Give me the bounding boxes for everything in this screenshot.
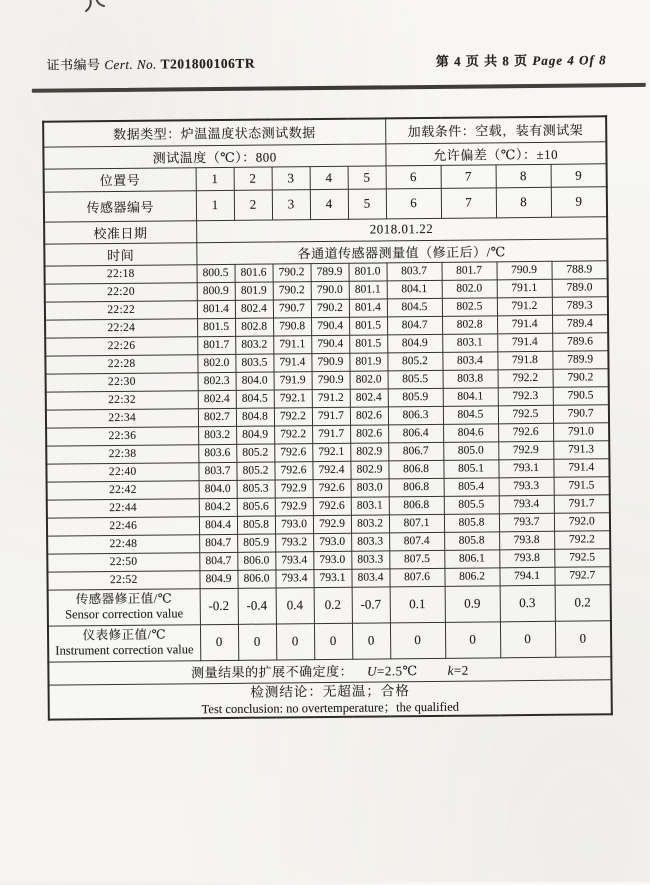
measurement-value-cell: 793.0: [275, 515, 313, 533]
load-condition-cell: 加载条件：空载，装有测试架: [385, 116, 606, 143]
measurement-time-cell: 22:52: [47, 570, 199, 589]
measurement-value-cell: 800.5: [196, 264, 234, 282]
page-info-zh: 第 4 页 共 8 页: [435, 53, 529, 69]
measurement-value-cell: 790.2: [272, 263, 310, 281]
measurement-value-cell: 789.0: [552, 278, 608, 297]
measurement-value-cell: 793.7: [499, 513, 554, 532]
measurement-value-cell: 805.8: [444, 531, 499, 550]
measurement-value-cell: 793.0: [313, 551, 351, 569]
measurement-value-cell: 804.1: [443, 387, 498, 406]
measurement-value-cell: 792.6: [274, 443, 312, 461]
measurement-value-cell: 801.5: [349, 316, 387, 334]
measurement-value-cell: 804.5: [236, 389, 274, 407]
sensor-correction-label: [48, 588, 200, 625]
measurement-value-cell: 805.8: [237, 515, 275, 533]
uncertainty-k-value: =2: [453, 662, 469, 678]
measurement-value-cell: 791.2: [497, 297, 552, 316]
measurement-value-cell: 793.1: [498, 459, 553, 478]
measurement-value-cell: 791.8: [497, 351, 552, 370]
measurement-value-cell: 791.7: [312, 425, 350, 443]
conclusion-row: [49, 679, 612, 720]
measurement-value-cell: 802.0: [197, 354, 235, 372]
measurement-value-cell: 805.9: [237, 533, 275, 551]
measurement-value-cell: 792.6: [274, 461, 312, 479]
measurement-value-cell: 792.1: [274, 389, 312, 407]
measurement-value-cell: 802.4: [198, 390, 236, 408]
measurement-value-cell: 804.9: [199, 570, 237, 588]
measurement-value-cell: 805.6: [237, 497, 275, 515]
position-number-cell: 8: [496, 164, 551, 188]
measurement-value-cell: 801.4: [197, 300, 235, 318]
instrument-correction-value: 0: [352, 622, 390, 658]
sensor-number-cell: 5: [348, 188, 386, 218]
measurement-value-cell: 802.5: [442, 297, 497, 316]
measurement-value-cell: 790.0: [311, 281, 349, 299]
instrument-correction-value: 0: [238, 623, 276, 659]
cert-label-zh: 证书编号: [46, 57, 101, 73]
conclusion-cell: [49, 679, 612, 720]
measurement-value-cell: 803.8: [443, 369, 498, 388]
measurement-value-cell: 801.1: [349, 280, 387, 298]
measurement-value-cell: 791.1: [497, 279, 552, 298]
measurement-value-cell: 806.7: [388, 442, 443, 461]
measurement-time-cell: 22:44: [47, 498, 199, 517]
instrument-correction-value: 0: [555, 620, 611, 657]
position-number-cell: 3: [272, 166, 310, 189]
sensor-correction-value: 0.3: [500, 585, 555, 622]
uncertainty-k-symbol: k: [447, 662, 454, 678]
measurement-value-cell: 803.3: [351, 550, 389, 568]
measurement-value-cell: 804.2: [199, 498, 237, 516]
measurement-value-cell: 805.0: [443, 441, 498, 460]
measurement-value-cell: 791.2: [312, 389, 350, 407]
measurement-value-cell: 791.0: [553, 422, 609, 441]
sensor-number-cell: 3: [272, 189, 310, 219]
measurement-value-cell: 804.5: [443, 405, 498, 424]
measurement-value-cell: 789.9: [552, 350, 608, 369]
instrument-correction-value: 0: [500, 621, 555, 658]
measurement-time-cell: 22:42: [47, 480, 199, 499]
sensor-correction-value: -0.4: [238, 587, 276, 623]
measurement-value-cell: 805.3: [237, 479, 275, 497]
measurement-value-cell: 790.9: [497, 261, 552, 280]
measurement-value-cell: 804.7: [199, 534, 237, 552]
instrument-correction-label-en: Instrument correction value: [55, 642, 194, 658]
measurement-value-cell: 805.5: [444, 495, 499, 514]
measurement-value-cell: 801.5: [197, 318, 235, 336]
time-label-cell: 时间: [44, 242, 196, 265]
sensor-number-cell: 2: [234, 190, 272, 220]
measurement-value-cell: 806.8: [389, 478, 444, 497]
test-temperature-cell: 测试温度（℃）：800: [43, 143, 385, 168]
measurement-value-cell: 792.9: [275, 479, 313, 497]
measurement-time-cell: 22:28: [45, 354, 197, 373]
measurement-value-cell: 806.8: [389, 496, 444, 515]
measurement-value-cell: 806.0: [237, 569, 275, 587]
allowed-deviation-cell: 允许偏差（℃）：±10: [385, 141, 606, 165]
measurement-time-cell: 22:24: [45, 318, 197, 337]
measurement-time-cell: 22:22: [45, 300, 197, 319]
measurement-value-cell: 793.8: [499, 549, 554, 568]
document-header: [46, 49, 606, 73]
measurement-value-cell: 792.6: [313, 479, 351, 497]
measurement-value-cell: 792.2: [274, 425, 312, 443]
header-divider: [32, 83, 646, 93]
measurement-value-cell: 803.1: [351, 496, 389, 514]
measurement-time-cell: 22:18: [45, 264, 197, 283]
uncertainty-u-value: =2.5℃: [376, 663, 418, 679]
uncertainty-label: 测量结果的扩展不确定度：: [191, 663, 354, 681]
measurement-value-cell: 790.2: [553, 368, 609, 387]
position-number-cell: 1: [196, 167, 234, 190]
measurement-value-cell: 790.2: [311, 299, 349, 317]
measurement-value-cell: 805.2: [236, 443, 274, 461]
measurement-value-cell: 790.9: [312, 371, 350, 389]
channels-header-cell: 各通道传感器测量值（修正后）/℃: [196, 238, 607, 264]
page-info-en: Page 4 Of 8: [532, 52, 607, 68]
measurement-value-cell: 802.9: [350, 460, 388, 478]
measurement-value-cell: 792.9: [313, 515, 351, 533]
measurement-time-cell: 22:48: [47, 534, 199, 553]
measurement-value-cell: 792.4: [312, 461, 350, 479]
measurement-value-cell: 793.0: [313, 533, 351, 551]
calibration-date-value: 2018.01.22: [196, 216, 607, 242]
measurement-time-cell: 22:32: [46, 390, 198, 409]
measurement-value-cell: 803.4: [442, 351, 497, 370]
measurement-value-cell: 805.2: [236, 461, 274, 479]
position-label-cell: 位置号: [44, 167, 196, 191]
measurement-value-cell: 790.2: [273, 281, 311, 299]
position-number-cell: 6: [386, 165, 441, 189]
sensor-correction-row: [48, 584, 611, 625]
measurement-value-cell: 803.3: [351, 532, 389, 550]
measurement-time-cell: 22:46: [47, 516, 199, 535]
instrument-correction-row: [48, 620, 611, 661]
measurement-value-cell: 805.5: [388, 370, 443, 389]
measurement-time-cell: 22:30: [46, 372, 198, 391]
measurement-value-cell: 803.7: [387, 262, 442, 281]
measurement-value-cell: 801.9: [349, 352, 387, 370]
measurement-value-cell: 806.8: [388, 460, 443, 479]
measurement-time-cell: 22:36: [46, 426, 198, 445]
measurement-time-cell: 22:50: [47, 552, 199, 571]
measurement-value-cell: 806.0: [237, 551, 275, 569]
measurement-value-cell: 792.3: [498, 387, 553, 406]
measurement-value-cell: 791.7: [312, 407, 350, 425]
measurement-value-cell: 802.0: [350, 370, 388, 388]
measurement-value-cell: 806.1: [444, 549, 499, 568]
measurement-value-cell: 801.4: [349, 298, 387, 316]
measurement-value-cell: 791.1: [273, 335, 311, 353]
measurement-value-cell: 792.9: [275, 497, 313, 515]
measurement-value-cell: 792.7: [554, 566, 610, 585]
measurement-value-cell: 805.4: [444, 477, 499, 496]
measurement-value-cell: 803.2: [198, 426, 236, 444]
measurement-value-cell: 793.4: [275, 551, 313, 569]
sensor-correction-value: 0.2: [555, 584, 611, 621]
measurement-value-cell: 791.7: [554, 494, 610, 513]
measurement-value-cell: 790.5: [553, 386, 609, 405]
measurement-value-cell: 803.5: [235, 353, 273, 371]
measurement-value-cell: 801.7: [442, 261, 497, 280]
measurement-value-cell: 790.7: [273, 299, 311, 317]
measurement-value-cell: 803.0: [351, 478, 389, 496]
measurement-value-cell: 803.2: [235, 335, 273, 353]
measurement-value-cell: 806.2: [444, 567, 499, 586]
measurement-value-cell: 802.7: [198, 408, 236, 426]
measurement-time-cell: 22:38: [46, 444, 198, 463]
measurement-value-cell: 805.2: [387, 352, 442, 371]
measurement-value-cell: 790.9: [311, 353, 349, 371]
measurement-value-cell: 804.0: [199, 480, 237, 498]
measurement-value-cell: 792.6: [498, 423, 553, 442]
sensor-no-label-cell: 传感器编号: [44, 190, 196, 221]
page-number-line: [436, 49, 607, 70]
position-number-cell: 2: [234, 167, 272, 190]
measurement-value-cell: 789.3: [552, 296, 608, 315]
certificate-number-line: [46, 53, 255, 74]
measurement-value-cell: 802.3: [198, 372, 236, 390]
uncertainty-u-symbol: U: [367, 663, 378, 679]
measurement-value-cell: 791.4: [497, 333, 552, 352]
position-number-cell: 5: [348, 165, 386, 188]
calibration-date-label-cell: 校准日期: [44, 220, 196, 243]
measurement-value-cell: 803.1: [442, 333, 497, 352]
instrument-correction-value: 0: [314, 623, 352, 659]
measurement-value-cell: 792.2: [554, 530, 610, 549]
certificate-number: T201800106TR: [160, 55, 256, 72]
measurement-value-cell: 791.4: [553, 458, 609, 477]
measurement-value-cell: 802.4: [235, 299, 273, 317]
measurement-value-cell: 793.2: [275, 533, 313, 551]
measurement-value-cell: 791.5: [554, 476, 610, 495]
measurement-value-cell: 790.4: [311, 317, 349, 335]
measurement-value-cell: 792.1: [312, 443, 350, 461]
measurement-value-cell: 792.5: [498, 405, 553, 424]
measurement-time-cell: 22:34: [46, 408, 198, 427]
measurement-value-cell: 804.0: [236, 371, 274, 389]
measurement-value-cell: 789.6: [552, 332, 608, 351]
measurement-value-cell: 793.4: [499, 495, 554, 514]
measurement-value-cell: 793.3: [499, 477, 554, 496]
measurement-value-cell: 802.6: [350, 424, 388, 442]
conclusion-en: Test conclusion: no overtemperature；the qualified: [201, 699, 460, 717]
instrument-correction-value: 0: [445, 621, 500, 658]
sensor-correction-value: 0.1: [390, 586, 445, 623]
measurement-value-cell: 802.9: [350, 442, 388, 460]
measurement-value-cell: 791.3: [553, 440, 609, 459]
measurement-value-cell: 801.5: [349, 334, 387, 352]
measurement-value-cell: 803.2: [351, 514, 389, 532]
measurement-time-cell: 22:26: [45, 336, 197, 355]
sensor-correction-value: 0.2: [314, 587, 352, 623]
measurement-value-cell: 804.8: [236, 407, 274, 425]
measurement-value-cell: 807.6: [389, 568, 444, 587]
sensor-number-cell: 7: [441, 187, 496, 218]
instrument-correction-value: 0: [276, 623, 314, 659]
measurement-value-cell: 806.4: [388, 424, 443, 443]
measurement-value-cell: 804.9: [387, 334, 442, 353]
measurement-value-cell: 792.2: [498, 369, 553, 388]
measurement-value-cell: 801.0: [348, 262, 386, 280]
measurement-value-cell: 806.3: [388, 406, 443, 425]
measurement-value-cell: 804.1: [387, 280, 442, 299]
measurement-value-cell: 790.7: [553, 404, 609, 423]
measurement-value-cell: 803.7: [198, 462, 236, 480]
measurement-value-cell: 792.2: [274, 407, 312, 425]
measurement-value-cell: 803.6: [198, 444, 236, 462]
measurement-value-cell: 804.7: [199, 552, 237, 570]
instrument-correction-value: 0: [390, 622, 445, 659]
measurement-value-cell: 802.6: [350, 406, 388, 424]
measurement-value-cell: 807.4: [389, 532, 444, 551]
measurement-value-cell: 802.8: [442, 315, 497, 334]
sensor-correction-value: 0.9: [445, 585, 500, 622]
measurement-value-cell: 790.4: [311, 335, 349, 353]
sensor-number-cell: 8: [496, 187, 551, 218]
measurement-value-cell: 792.6: [313, 497, 351, 515]
sensor-number-cell: 9: [551, 186, 607, 217]
position-number-cell: 4: [310, 166, 348, 189]
measurement-value-cell: 805.1: [443, 459, 498, 478]
measurement-value-cell: 804.9: [236, 425, 274, 443]
measurement-value-cell: 804.7: [387, 316, 442, 335]
measurement-value-cell: 807.1: [389, 514, 444, 533]
measurement-value-cell: 805.9: [388, 388, 443, 407]
temperature-test-table: [42, 115, 613, 721]
sensor-number-cell: 4: [310, 189, 348, 219]
measurement-value-cell: 802.4: [350, 388, 388, 406]
measurement-value-cell: 793.4: [275, 569, 313, 587]
measurement-value-cell: 802.8: [235, 317, 273, 335]
sensor-correction-label-en: Sensor correction value: [65, 606, 184, 622]
measurement-value-cell: 805.8: [444, 513, 499, 532]
sensor-number-cell: 6: [386, 188, 441, 219]
measurement-value-cell: 793.8: [499, 531, 554, 550]
measurement-value-cell: 788.9: [551, 260, 607, 279]
cert-label-en: Cert. No.: [104, 56, 157, 73]
measurement-time-cell: 22:20: [45, 282, 197, 301]
sensor-correction-value: -0.7: [352, 586, 390, 622]
measurement-value-cell: 791.4: [273, 353, 311, 371]
measurement-value-cell: 804.6: [443, 423, 498, 442]
sensor-correction-value: -0.2: [200, 588, 238, 624]
measurement-value-cell: 789.9: [310, 263, 348, 281]
position-number-cell: 9: [551, 163, 607, 187]
sensor-correction-value: 0.4: [276, 587, 314, 623]
sensor-correction-label-zh: 传感器修正值/℃: [75, 591, 173, 607]
measurement-value-cell: 792.0: [554, 512, 610, 531]
position-number-cell: 7: [441, 164, 496, 188]
measurement-time-cell: 22:40: [46, 462, 198, 481]
measurement-value-cell: 792.5: [554, 548, 610, 567]
instrument-correction-label: [48, 624, 200, 661]
measurement-value-cell: 800.9: [197, 282, 235, 300]
instrument-correction-value: 0: [200, 624, 238, 660]
measurement-value-cell: 803.4: [351, 568, 389, 586]
measurement-value-cell: 802.0: [442, 279, 497, 298]
measurement-value-cell: 801.7: [197, 336, 235, 354]
data-type-cell: 数据类型：炉温温度状态测试数据: [43, 118, 385, 146]
instrument-correction-label-zh: 仪表修正值/℃: [82, 627, 167, 643]
sensor-number-cell: 1: [196, 190, 234, 220]
conclusion-zh: 检测结论：无超温；合格: [250, 682, 410, 700]
measurement-value-cell: 791.4: [497, 315, 552, 334]
measurement-value-cell: 789.4: [552, 314, 608, 333]
measurement-value-cell: 790.8: [273, 317, 311, 335]
measurement-value-cell: 793.1: [313, 569, 351, 587]
measurement-value-cell: 804.5: [387, 298, 442, 317]
measurement-value-cell: 792.9: [498, 441, 553, 460]
measurement-value-cell: 791.9: [274, 371, 312, 389]
measurement-value-cell: 794.1: [499, 567, 554, 586]
measurement-value-cell: 801.6: [234, 263, 272, 281]
measurement-value-cell: 804.4: [199, 516, 237, 534]
measurement-value-cell: 801.9: [235, 281, 273, 299]
measurement-value-cell: 807.5: [389, 550, 444, 569]
